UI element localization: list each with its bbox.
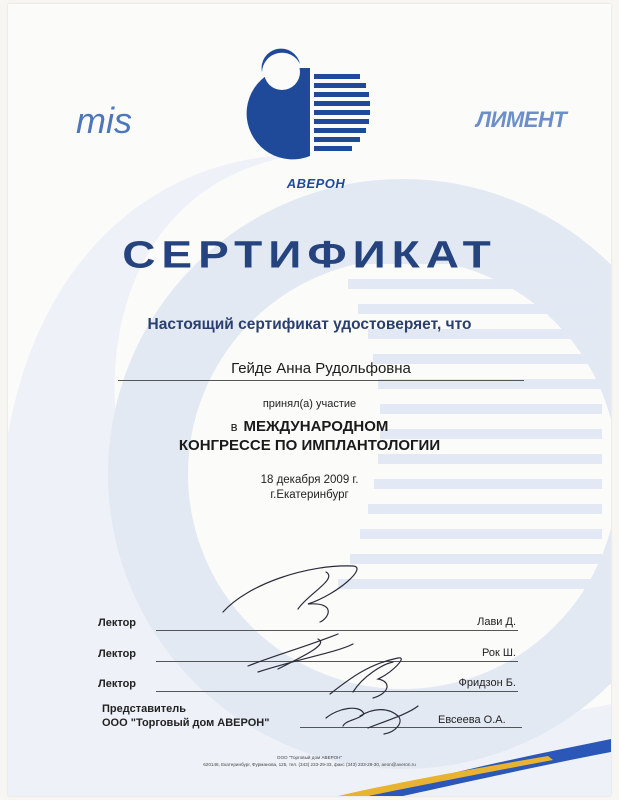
liment-logo: ЛИМЕНТ [476, 107, 567, 132]
congress-prefix: в [230, 419, 238, 434]
signature-row-lecturer-1 [98, 613, 518, 631]
event-date-place [8, 473, 611, 503]
footer-address: 620146, Екатеринбург, Фурманова, 125, тел. (343) 233-29-33, факс (343) 233-29-30, aeon@averon.ru [203, 762, 416, 767]
signature-row-lecturer-2 [98, 644, 518, 662]
signatory-role: Лектор [98, 648, 137, 660]
signature-line [156, 661, 518, 662]
footer-company: ООО "Торговый дом АВЕРОН" [276, 755, 343, 760]
certificate-title: СЕРТИФИКАТ [122, 232, 497, 276]
event-city: г.Екатеринбург [270, 489, 349, 501]
signatory-name: Лави Д. [477, 616, 516, 628]
mis-logo-text: mis [76, 103, 132, 141]
representative-line-2: ООО "Торговый дом АВЕРОН" [102, 717, 270, 729]
signature-row-lecturer-3 [98, 674, 518, 692]
event-date: 18 декабря 2009 г. [260, 474, 359, 486]
representative-line-1: Представитель [102, 703, 186, 715]
representative-signature-line [300, 727, 522, 728]
averon-logo [244, 48, 374, 160]
recipient-name: Гейде Анна Рудольфовна [118, 360, 524, 381]
congress-name [8, 417, 611, 455]
representative-name: Евсеева О.А. [438, 714, 506, 726]
congress-line-1: МЕЖДУНАРОДНОМ [243, 418, 389, 435]
participation-text: принял(а) участие [262, 398, 357, 410]
signatory-role: Лектор [98, 617, 137, 629]
congress-line-2: КОНГРЕССЕ ПО ИМПЛАНТОЛОГИИ [178, 437, 441, 454]
averon-logo-text: АВЕРОН [286, 176, 346, 191]
signature-line [156, 630, 518, 631]
signatory-name: Рок Ш. [482, 647, 516, 659]
signatory-name: Фридзон Б. [458, 677, 516, 689]
signatory-role: Лектор [98, 678, 137, 690]
certificate-subtitle: Настоящий сертификат удостоверяет, что [147, 316, 472, 333]
mis-logo [74, 103, 174, 141]
certificate-page [8, 4, 611, 796]
representative-label [102, 702, 269, 730]
signature-line [156, 691, 518, 692]
footer-contacts [8, 754, 611, 768]
